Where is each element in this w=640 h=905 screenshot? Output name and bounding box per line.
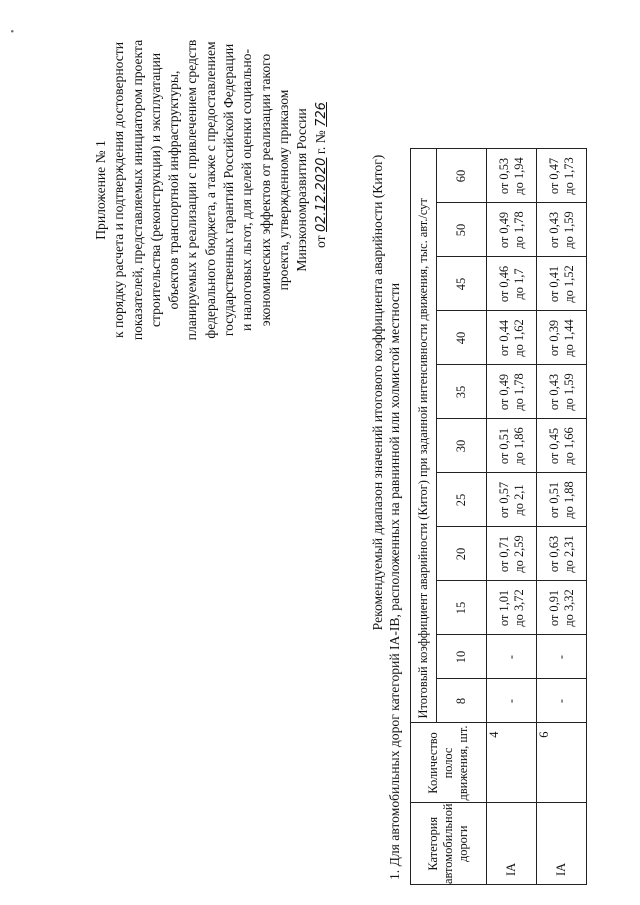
coefficient-value: до 2,1 — [511, 484, 526, 516]
coefficient-value: до 2,31 — [561, 535, 576, 573]
category-cell: IA — [487, 803, 537, 885]
coefficient-value: до 1,78 — [511, 373, 526, 411]
coefficient-value: от 0,39 — [546, 319, 561, 357]
coefficient-value: до 1,73 — [561, 157, 576, 195]
intensity-header-cell: 50 — [437, 203, 487, 257]
appendix-line: и налоговых льгот, для целей оценки социально- — [239, 49, 255, 331]
coefficient-cell — [487, 257, 537, 311]
coefficient-cell — [537, 203, 587, 257]
intensity-header-cell: 40 — [437, 311, 487, 365]
coefficient-value: от 0,53 — [496, 157, 511, 195]
header-coefficient-group: Итоговый коэффициент аварийности (Китог) при заданной интенсивности движения, тыс. авт./сут — [411, 149, 437, 723]
appendix-title: Приложение № 1 — [93, 140, 108, 240]
coefficient-value: от 0,47 — [546, 157, 561, 195]
coefficient-value: от 0,49 — [496, 373, 511, 411]
lanes-cell: 4 — [487, 723, 537, 803]
coefficient-cell — [537, 419, 587, 473]
table-caption — [369, 0, 403, 880]
coefficient-cell — [487, 149, 537, 203]
coefficient-cell — [487, 473, 537, 527]
coefficient-value: от 0,91 — [546, 589, 561, 627]
coefficient-cell — [487, 679, 537, 723]
table-title: Рекомендуемый диапазон значений итогового коэффициента аварийности (Китог) — [370, 154, 385, 631]
intensity-header-cell: 45 — [437, 257, 487, 311]
coefficient-value: до 1,62 — [511, 319, 526, 357]
coefficient-value: от 0,63 — [546, 535, 561, 573]
intensity-header-cell: 25 — [437, 473, 487, 527]
coefficient-cell — [487, 635, 537, 679]
appendix-line: экономических эффектов от реализации такого — [257, 53, 273, 327]
coefficient-value: до 1,94 — [511, 157, 526, 195]
coefficient-cell — [537, 581, 587, 635]
coefficient-cell — [537, 257, 587, 311]
coefficient-cell — [537, 365, 587, 419]
order-number: 726 — [313, 102, 329, 127]
coefficient-value: до 1,7 — [511, 268, 526, 300]
order-from: от — [312, 235, 328, 248]
coefficient-value: от 0,45 — [546, 427, 561, 465]
appendix-line: строительства (реконструкции) и эксплуатации — [147, 53, 163, 327]
appendix-line: государственных гарантий Российской Федерации — [221, 43, 237, 337]
scan-mark: • — [8, 29, 19, 33]
coefficient-value: - — [554, 654, 568, 660]
coefficient-cell — [537, 527, 587, 581]
coefficient-cell — [537, 311, 587, 365]
appendix-line: объектов транспортной инфраструктуры, — [166, 70, 182, 310]
intensity-header-cell: 60 — [437, 149, 487, 203]
header-category: Категория автомобильной дороги — [411, 803, 487, 885]
coefficient-cell — [537, 473, 587, 527]
coefficient-value: от 0,44 — [496, 319, 511, 357]
coefficient-value: от 0,43 — [546, 211, 561, 249]
appendix-line: планируемых к реализации с привлечением средств — [184, 39, 200, 341]
coefficient-value: от 1,01 — [496, 589, 511, 627]
section-title: 1. Для автомобильных дорог категорий IA-IB, расположенных на равнинной или холмистой местности — [387, 282, 402, 880]
coefficient-value: до 1,78 — [511, 211, 526, 249]
appendix-line: к порядку расчета и подтверждения достоверности — [111, 41, 127, 339]
coefficient-cell — [537, 635, 587, 679]
coefficient-cell — [487, 581, 537, 635]
coefficient-value: - — [504, 698, 518, 704]
intensity-header-cell: 20 — [437, 527, 487, 581]
coefficient-value: от 0,41 — [546, 265, 561, 303]
coefficient-value: - — [554, 698, 568, 704]
coefficient-value: от 0,71 — [496, 535, 511, 573]
appendix-line: Минэкономразвития России — [294, 108, 310, 272]
coefficient-cell — [487, 365, 537, 419]
coefficient-value: до 3,32 — [561, 589, 576, 627]
lanes-cell: 6 — [537, 723, 587, 803]
coefficient-value: от 0,51 — [546, 481, 561, 519]
order-year: г. — [312, 146, 328, 155]
coefficient-value: до 1,59 — [561, 211, 576, 249]
coefficient-value: до 1,88 — [561, 481, 576, 519]
coefficient-cell — [487, 527, 537, 581]
table-row — [537, 149, 587, 885]
intensity-header-cell: 35 — [437, 365, 487, 419]
coefficient-cell — [537, 149, 587, 203]
coefficient-value: от 0,57 — [496, 481, 511, 519]
header-lanes: Количество полос движения, шт. — [411, 723, 487, 803]
appendix-block — [92, 25, 331, 355]
intensity-header-cell: 8 — [437, 679, 487, 723]
coefficient-value: до 1,52 — [561, 265, 576, 303]
coefficient-cell — [487, 419, 537, 473]
intensity-header-cell: 30 — [437, 419, 487, 473]
coefficient-cell — [487, 311, 537, 365]
coefficient-value: от 0,49 — [496, 211, 511, 249]
appendix-line: показателей, представляемых инициатором проекта — [129, 39, 145, 341]
order-no-label: № — [312, 130, 328, 144]
intensity-header-cell: 15 — [437, 581, 487, 635]
coefficient-table — [410, 148, 587, 885]
coefficient-value: до 3,72 — [511, 589, 526, 627]
coefficient-value: до 1,44 — [561, 319, 576, 357]
order-date: 02.12.2020 — [313, 157, 329, 232]
coefficient-cell — [537, 679, 587, 723]
coefficient-value: до 1,66 — [561, 427, 576, 465]
order-line — [312, 25, 331, 355]
intensity-header-cell: 10 — [437, 635, 487, 679]
coefficient-value: до 1,59 — [561, 373, 576, 411]
coefficient-value: до 2,59 — [511, 535, 526, 573]
table-row — [487, 149, 537, 885]
coefficient-value: - — [504, 654, 518, 660]
coefficient-value: от 0,51 — [496, 427, 511, 465]
category-cell: IA — [537, 803, 587, 885]
appendix-line: федерального бюджета, а также с предоставлением — [202, 41, 218, 339]
coefficient-cell — [487, 203, 537, 257]
appendix-line: проекта, утвержденному приказом — [275, 89, 291, 291]
coefficient-value: от 0,43 — [546, 373, 561, 411]
coefficient-value: от 0,46 — [496, 265, 511, 303]
coefficient-value: до 1,86 — [511, 427, 526, 465]
